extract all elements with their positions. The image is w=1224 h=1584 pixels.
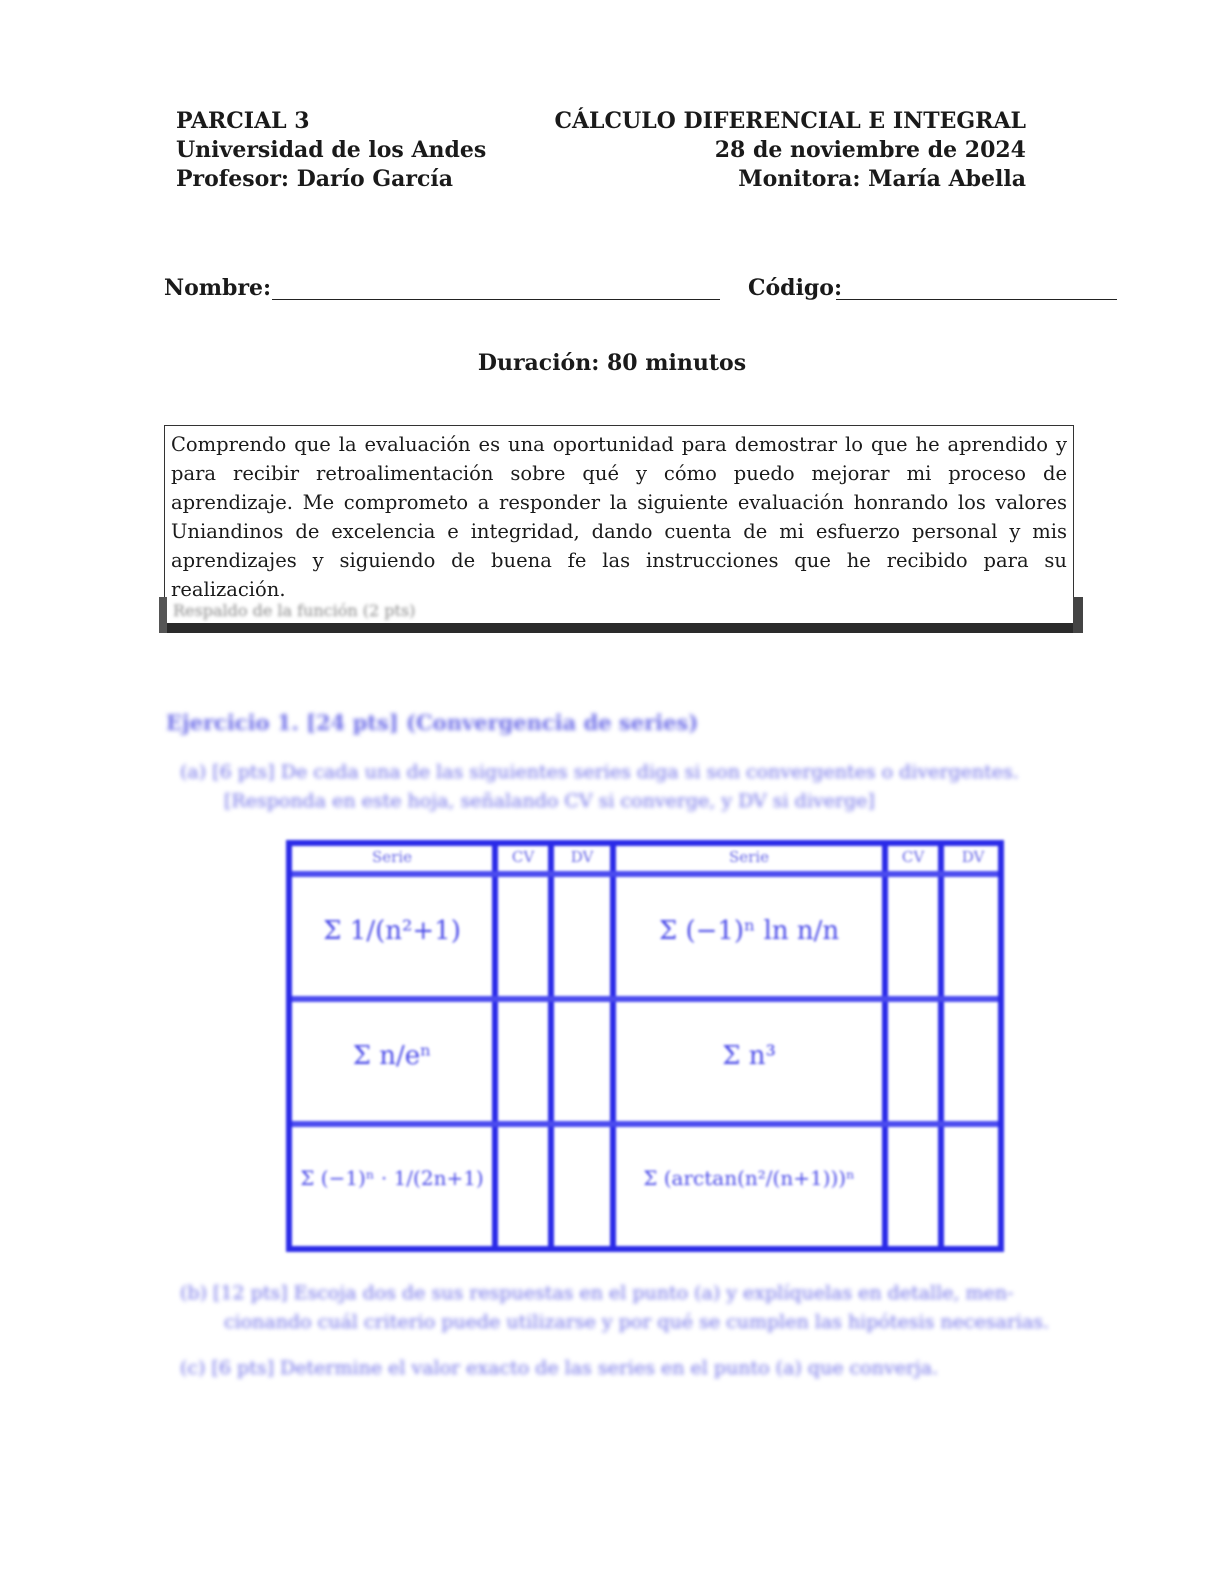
exam-date: 28 de noviembre de 2024 xyxy=(714,137,1026,163)
box-left-edge xyxy=(159,597,167,633)
table-row-rule xyxy=(292,996,998,1002)
name-field-line[interactable] xyxy=(272,299,720,300)
table-row-rule xyxy=(292,1121,998,1127)
duration: Duración: 80 minutos xyxy=(477,350,747,376)
university: Universidad de los Andes xyxy=(176,137,487,163)
series-cell: Σ n³ xyxy=(722,1041,776,1071)
item-a-line2: [Responda en este hoja, señalando CV si converge, y DV si diverge] xyxy=(224,790,875,812)
item-a-line1: (a) [6 pts] De cada una de las siguientes series diga si son convergentes o divergentes. xyxy=(180,761,1019,783)
exam-title: PARCIAL 3 xyxy=(176,108,310,134)
monitor: Monitora: María Abella xyxy=(738,166,1026,192)
header-serie-left: Serie xyxy=(372,848,412,866)
name-label: Nombre: xyxy=(164,275,272,301)
item-b-line1: (b) [12 pts] Escoja dos de sus respuestas en el punto (a) y explíquelas en detalle, men- xyxy=(180,1282,1014,1304)
header-dv-right: DV xyxy=(961,848,985,866)
exercise-title: Ejercicio 1. [24 pts] (Convergencia de series) xyxy=(166,710,699,735)
honor-statement-box xyxy=(164,425,1074,628)
honor-statement: Comprendo que la evaluación es una oportunidad para demostrar lo que he aprendido y para recibir retroalimentación sobre qué y cómo puedo mejorar mi proceso de aprendizaje. Me comprometo a responder la siguiente evaluación honrando los valores Uniandinos de excelencia e integridad, dando cuenta de mi esfuerzo personal y mis aprendizajes y siguiendo de buena fe las instrucciones que he recibido para su realización. xyxy=(171,433,1067,601)
series-cell: Σ 1/(n²+1) xyxy=(323,916,461,946)
series-cell: Σ (arctan(n²/(n+1)))ⁿ xyxy=(643,1166,855,1190)
item-a xyxy=(180,758,1019,816)
table-divider xyxy=(548,846,554,1246)
table-divider xyxy=(492,846,498,1246)
item-c xyxy=(180,1354,938,1383)
series-table xyxy=(286,840,1004,1252)
item-b xyxy=(180,1279,1049,1337)
professor: Profesor: Darío García xyxy=(176,166,453,192)
box-right-edge xyxy=(1073,597,1083,633)
header-cv-right: CV xyxy=(901,848,925,866)
series-cell: Σ (−1)ⁿ · 1/(2n+1) xyxy=(300,1166,484,1190)
series-cell: Σ n/eⁿ xyxy=(352,1041,432,1071)
box-bottom-edge xyxy=(161,623,1077,633)
code-field-line[interactable] xyxy=(836,299,1117,300)
header-dv-left: DV xyxy=(570,848,594,866)
header-serie-right: Serie xyxy=(729,848,769,866)
course-title: CÁLCULO DIFERENCIAL E INTEGRAL xyxy=(554,108,1026,134)
item-c-line1: (c) [6 pts] Determine el valor exacto de las series en el punto (a) que converja. xyxy=(180,1357,939,1379)
table-divider xyxy=(938,846,944,1246)
header-left xyxy=(176,107,486,194)
series-cell: Σ (−1)ⁿ ln n/n xyxy=(658,916,840,946)
table-divider xyxy=(882,846,888,1246)
header-cv-left: CV xyxy=(511,848,535,866)
item-b-line2: cionando cuál criterio puede utilizarse y por qué se cumplen las hipótesis necesarias. xyxy=(224,1311,1050,1333)
code-label: Código: xyxy=(748,275,843,301)
honor-footer-overlap: Respaldo de la función (2 pts) xyxy=(173,601,416,620)
table-header-rule xyxy=(292,871,998,877)
header-right xyxy=(554,107,1026,194)
